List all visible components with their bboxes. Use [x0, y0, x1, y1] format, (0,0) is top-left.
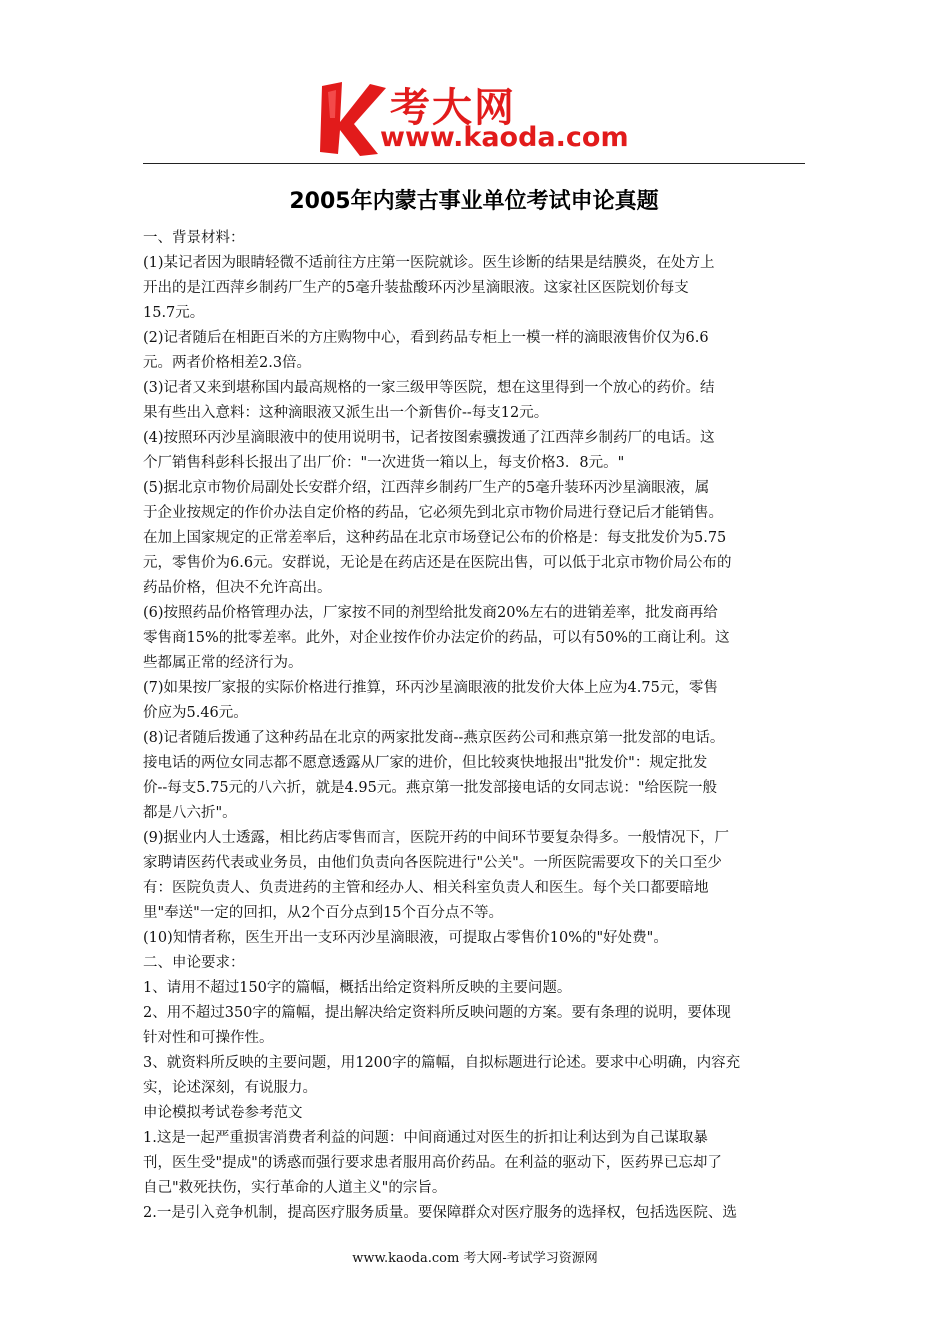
text-line: 针对性和可操作性。 — [143, 1030, 274, 1046]
text-line: 在加上国家规定的正常差率后，这种药品在北京市场登记公布的价格是：每支批发价为5.75 — [143, 530, 727, 546]
text-line: 2.一是引入竞争机制，提高医疗服务质量。要保障群众对医疗服务的选择权，包括选医院、选 — [143, 1205, 737, 1221]
header-divider — [143, 163, 805, 164]
text-line: 二、申论要求： — [143, 955, 245, 971]
text-line: (7)如果按厂家报的实际价格进行推算，环丙沙星滴眼液的批发价大体上应为4.75元，零售 — [143, 680, 718, 696]
text-line: 1.这是一起严重损害消费者利益的问题：中间商通过对医生的折扣让利达到为自己谋取暴 — [143, 1130, 708, 1146]
text-line: (5)据北京市物价局副处长安群介绍，江西萍乡制药厂生产的5毫升装环丙沙星滴眼液，属 — [143, 480, 710, 496]
text-line: 自己"救死扶伤，实行革命的人道主义"的宗旨。 — [143, 1180, 447, 1196]
site-logo[interactable] — [318, 78, 648, 160]
text-line: 都是八六折"。 — [143, 805, 237, 821]
text-line: 刊，医生受"提成"的诱惑而强行要求患者服用高价药品。在利益的驱动下，医药界已忘却了 — [143, 1155, 722, 1171]
text-line: (4)按照环丙沙星滴眼液中的使用说明书，记者按图索骥拨通了江西萍乡制药厂的电话。这 — [143, 430, 715, 446]
text-line: 申论模拟考试卷参考范文 — [143, 1105, 303, 1121]
text-line: 3、就资料所反映的主要问题，用1200字的篇幅，自拟标题进行论述。要求中心明确，内容充 — [143, 1055, 741, 1071]
document-body — [143, 226, 805, 1226]
text-line: 一、背景材料： — [143, 230, 245, 246]
text-line: (9)据业内人士透露，相比药店零售而言，医院开药的中间环节要复杂得多。一般情况下，厂 — [143, 830, 730, 846]
text-line: 15.7元。 — [143, 305, 205, 321]
text-line: 有：医院负责人、负责进药的主管和经办人、相关科室负责人和医生。每个关口都要暗地 — [143, 880, 709, 896]
text-line: 价--每支5.75元的八六折，就是4.95元。燕京第一批发部接电话的女同志说："给医院一般 — [143, 780, 718, 796]
text-line: 2、用不超过350字的篇幅，提出解决给定资料所反映问题的方案。要有条理的说明，要体现 — [143, 1005, 731, 1021]
text-line: (6)按照药品价格管理办法，厂家按不同的剂型给批发商20%左右的进销差率，批发商再给 — [143, 605, 718, 621]
text-line: 元，零售价为6.6元。安群说，无论是在药店还是在医院出售，可以低于北京市物价局公布的 — [143, 555, 732, 571]
text-line: 果有些出入意料：这种滴眼液又派生出一个新售价--每支12元。 — [143, 405, 549, 421]
text-line: 药品价格，但决不允许高出。 — [143, 580, 332, 596]
text-line: (3)记者又来到堪称国内最高规格的一家三级甲等医院，想在这里得到一个放心的药价。结 — [143, 380, 715, 396]
text-line: 于企业按规定的作价办法自定价格的药品，它必须先到北京市物价局进行登记后才能销售。 — [143, 505, 723, 521]
text-line: 开出的是江西萍乡制药厂生产的5毫升装盐酸环丙沙星滴眼液。这家社区医院划价每支 — [143, 280, 689, 296]
text-line: 1、请用不超过150字的篇幅，概括出给定资料所反映的主要问题。 — [143, 980, 572, 996]
text-line: 些都属正常的经济行为。 — [143, 655, 303, 671]
text-line: (1)某记者因为眼睛轻微不适前往方庄第一医院就诊。医生诊断的结果是结膜炎，在处方上 — [143, 255, 715, 271]
logo-url: www.kaoda.com — [380, 122, 629, 153]
text-line: 个厂销售科彭科长报出了出厂价："一次进货一箱以上，每支价格3．8元。" — [143, 455, 625, 471]
text-line: 接电话的两位女同志都不愿意透露从厂家的进价，但比较爽快地报出"批发价"：规定批发 — [143, 755, 708, 771]
text-line: 里"奉送"一定的回扣，从2个百分点到15个百分点不等。 — [143, 905, 504, 921]
text-line: (2)记者随后在相距百米的方庄购物中心，看到药品专柜上一模一样的滴眼液售价仅为6.6 — [143, 330, 709, 346]
document-title: 2005年内蒙古事业单位考试申论真题 — [289, 189, 659, 214]
page-footer: www.kaoda.com 考大网-考试学习资源网 — [352, 1251, 598, 1266]
text-line: 价应为5.46元。 — [143, 705, 248, 721]
text-line: 元。两者价格相差2.3倍。 — [143, 355, 312, 371]
text-line: 实，论述深刻，有说服力。 — [143, 1080, 317, 1096]
text-line: (8)记者随后拨通了这种药品在北京的两家批发商--燕京医药公司和燕京第一批发部的电话。 — [143, 730, 725, 746]
text-line: 家聘请医药代表或业务员，由他们负责向各医院进行"公关"。一所医院需要攻下的关口至少 — [143, 855, 722, 871]
text-line: 零售商15%的批零差率。此外，对企业按作价办法定价的药品，可以有50%的工商让利。这 — [143, 630, 730, 646]
logo-text: 考大网 — [390, 85, 516, 131]
text-line: (10)知情者称，医生开出一支环丙沙星滴眼液，可提取占零售价10%的"好处费"。 — [143, 930, 668, 946]
